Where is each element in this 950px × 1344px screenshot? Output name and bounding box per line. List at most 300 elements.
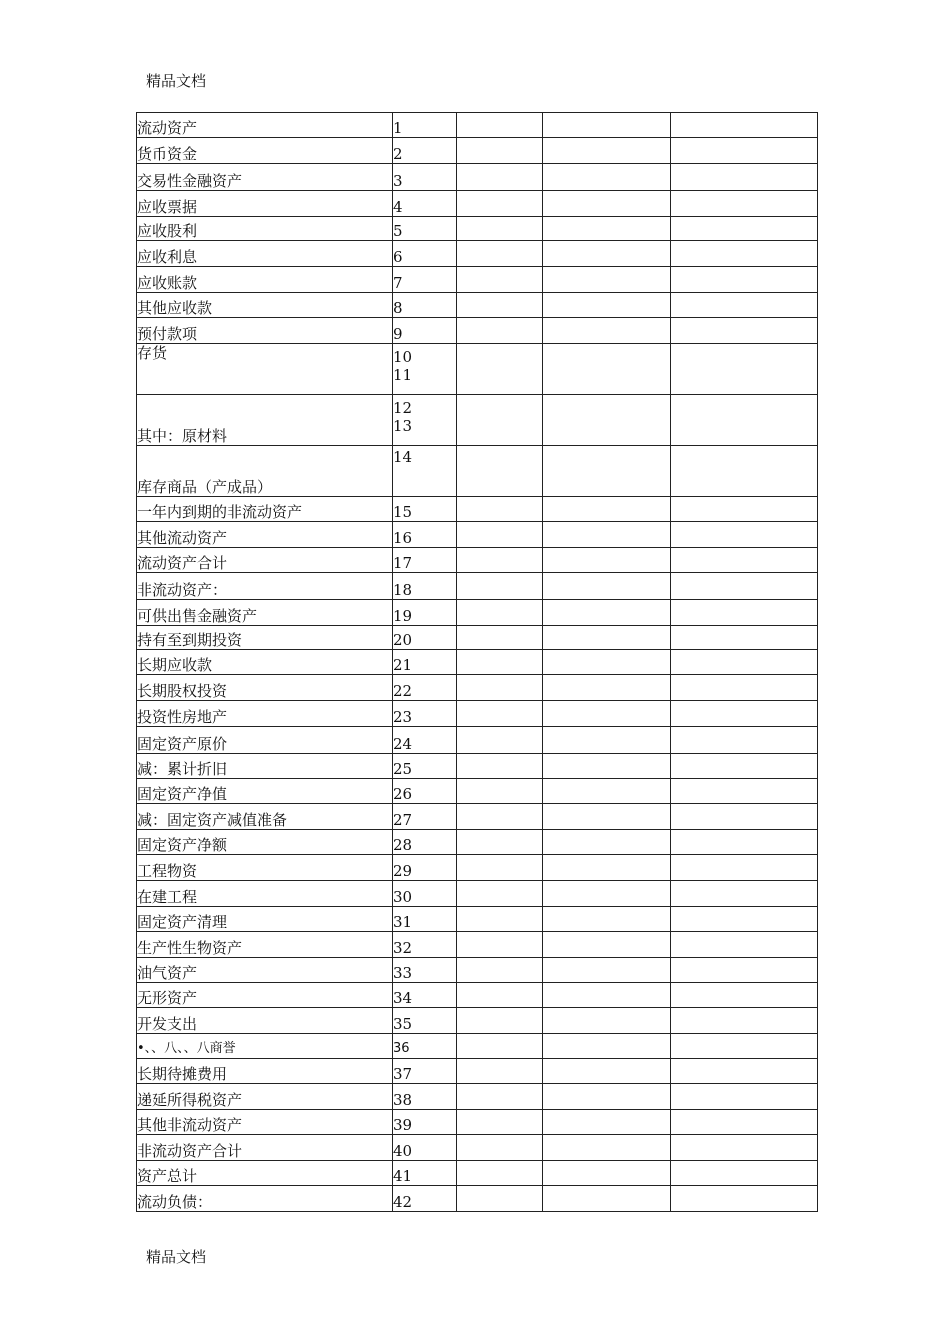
value-cell — [457, 804, 543, 830]
table-row — [137, 548, 818, 573]
row-number-cell — [393, 522, 457, 548]
value-cell — [543, 958, 671, 983]
row-label-cell — [137, 804, 393, 830]
value-cell — [543, 1008, 671, 1034]
row-label: 非流动资产合计 — [137, 1142, 243, 1160]
value-cell — [543, 217, 671, 241]
row-number: 9 — [393, 325, 403, 343]
table-row — [137, 1135, 818, 1161]
row-number: 16 — [393, 529, 413, 547]
row-label-cell — [137, 138, 393, 164]
value-cell — [671, 907, 818, 932]
row-label-cell — [137, 1135, 393, 1161]
row-label: 在建工程 — [137, 888, 198, 906]
row-label: 其中：原材料 — [137, 427, 228, 445]
row-label: 存货 — [137, 344, 168, 362]
value-cell — [671, 573, 818, 600]
row-number: 10 — [393, 348, 413, 366]
row-label: 可供出售金融资产 — [137, 607, 258, 625]
value-cell — [457, 779, 543, 804]
value-cell — [671, 754, 818, 779]
row-number-cell — [393, 164, 457, 191]
value-cell — [671, 600, 818, 626]
value-cell — [457, 650, 543, 675]
value-cell — [671, 548, 818, 573]
row-number: 26 — [393, 785, 413, 803]
value-cell — [457, 983, 543, 1008]
value-cell — [457, 907, 543, 932]
row-label-cell — [137, 164, 393, 191]
row-label: 工程物资 — [137, 862, 198, 880]
value-cell — [543, 855, 671, 881]
value-cell — [543, 267, 671, 293]
value-cell — [457, 701, 543, 727]
table-row — [137, 855, 818, 881]
table-row — [137, 573, 818, 600]
row-label-cell — [137, 600, 393, 626]
row-label-cell — [137, 983, 393, 1008]
row-number-cell — [393, 983, 457, 1008]
value-cell — [543, 881, 671, 907]
table-row — [137, 1161, 818, 1186]
row-number: 4 — [393, 198, 403, 216]
row-label: 交易性金融资产 — [137, 172, 243, 190]
table-row — [137, 675, 818, 701]
row-label-cell — [137, 1084, 393, 1110]
row-label: 投资性房地产 — [137, 708, 228, 726]
value-cell — [671, 293, 818, 318]
value-cell — [543, 522, 671, 548]
row-label-cell — [137, 318, 393, 344]
row-number-cell — [393, 573, 457, 600]
value-cell — [671, 1059, 818, 1084]
table-row — [137, 804, 818, 830]
row-label-cell — [137, 497, 393, 522]
value-cell — [457, 573, 543, 600]
value-cell — [457, 932, 543, 958]
value-cell — [543, 600, 671, 626]
value-cell — [671, 830, 818, 855]
row-number: 14 — [393, 448, 413, 466]
row-number: 33 — [393, 964, 413, 982]
table-row — [137, 217, 818, 241]
row-label-cell — [137, 113, 393, 138]
row-number-cell — [393, 650, 457, 675]
value-cell — [457, 113, 543, 138]
row-number: 41 — [393, 1167, 413, 1185]
row-label-cell — [137, 1186, 393, 1212]
value-cell — [671, 855, 818, 881]
row-number: 30 — [393, 888, 413, 906]
row-label-cell — [137, 446, 393, 497]
row-label: 流动资产合计 — [137, 554, 228, 572]
row-label: 持有至到期投资 — [137, 631, 243, 649]
row-number-cell — [393, 1034, 457, 1059]
table-row — [137, 113, 818, 138]
value-cell — [543, 907, 671, 932]
row-label: 应收股利 — [137, 222, 198, 240]
value-cell — [671, 958, 818, 983]
value-cell — [457, 267, 543, 293]
row-number-cell — [393, 1059, 457, 1084]
value-cell — [543, 932, 671, 958]
value-cell — [457, 318, 543, 344]
row-number-cell — [393, 626, 457, 650]
row-number: 12 — [393, 399, 413, 417]
value-cell — [671, 804, 818, 830]
row-number: 6 — [393, 248, 403, 266]
row-number: 29 — [393, 862, 413, 880]
row-label-cell — [137, 191, 393, 217]
value-cell — [457, 958, 543, 983]
value-cell — [671, 164, 818, 191]
row-label: 生产性生物资产 — [137, 939, 243, 957]
value-cell — [543, 983, 671, 1008]
row-number-cell — [393, 318, 457, 344]
row-number: 23 — [393, 708, 413, 726]
row-label: 减：累计折旧 — [137, 760, 228, 778]
value-cell — [457, 855, 543, 881]
row-number-cell — [393, 548, 457, 573]
row-number-cell — [393, 804, 457, 830]
value-cell — [457, 217, 543, 241]
value-cell — [671, 779, 818, 804]
row-number-cell — [393, 138, 457, 164]
row-number: 18 — [393, 581, 413, 599]
row-label: 长期股权投资 — [137, 682, 228, 700]
row-number-cell — [393, 497, 457, 522]
row-number-cell — [393, 830, 457, 855]
value-cell — [457, 497, 543, 522]
value-cell — [671, 446, 818, 497]
row-number: 32 — [393, 939, 413, 957]
row-number-cell — [393, 191, 457, 217]
table-row — [137, 1008, 818, 1034]
table-row — [137, 701, 818, 727]
row-label-cell — [137, 522, 393, 548]
row-number-cell — [393, 855, 457, 881]
row-number-cell — [393, 881, 457, 907]
value-cell — [671, 344, 818, 395]
value-cell — [543, 548, 671, 573]
row-number: 5 — [393, 222, 403, 240]
row-number-cell — [393, 754, 457, 779]
row-number: 2 — [393, 145, 403, 163]
value-cell — [457, 1161, 543, 1186]
value-cell — [457, 241, 543, 267]
row-label: 其他应收款 — [137, 299, 213, 317]
row-number: 34 — [393, 989, 413, 1007]
value-cell — [543, 1186, 671, 1212]
value-cell — [671, 1161, 818, 1186]
table-row — [137, 600, 818, 626]
row-label-cell — [137, 626, 393, 650]
row-label-cell — [137, 217, 393, 241]
row-number-cell — [393, 344, 457, 395]
value-cell — [543, 1110, 671, 1135]
table-row — [137, 138, 818, 164]
value-cell — [543, 1084, 671, 1110]
value-cell — [671, 1008, 818, 1034]
value-cell — [457, 1034, 543, 1059]
table-row — [137, 318, 818, 344]
row-label: 库存商品（产成品） — [137, 478, 273, 496]
table-row — [137, 932, 818, 958]
watermark-header: 精品文档 — [146, 72, 207, 90]
value-cell — [671, 395, 818, 446]
value-cell — [671, 932, 818, 958]
value-cell — [543, 164, 671, 191]
row-label: 其他流动资产 — [137, 529, 228, 547]
row-label-cell — [137, 830, 393, 855]
row-label-cell — [137, 675, 393, 701]
value-cell — [671, 650, 818, 675]
value-cell — [671, 1135, 818, 1161]
row-label-cell — [137, 754, 393, 779]
value-cell — [543, 626, 671, 650]
row-number-cell — [393, 217, 457, 241]
row-label-cell — [137, 727, 393, 754]
row-label-cell — [137, 1008, 393, 1034]
row-number: 35 — [393, 1015, 413, 1033]
value-cell — [457, 626, 543, 650]
value-cell — [543, 1034, 671, 1059]
value-cell — [543, 497, 671, 522]
value-cell — [543, 573, 671, 600]
row-number-cell — [393, 1110, 457, 1135]
row-number: 1 — [393, 119, 403, 137]
value-cell — [457, 548, 543, 573]
row-number: 21 — [393, 656, 413, 674]
value-cell — [457, 600, 543, 626]
row-label-cell — [137, 779, 393, 804]
row-number-cell — [393, 727, 457, 754]
row-label: 应收利息 — [137, 248, 198, 266]
watermark-footer: 精品文档 — [146, 1248, 207, 1266]
value-cell — [543, 1135, 671, 1161]
value-cell — [543, 138, 671, 164]
row-label: 无形资产 — [137, 989, 198, 1007]
table-row — [137, 830, 818, 855]
value-cell — [457, 754, 543, 779]
row-label: 一年内到期的非流动资产 — [137, 503, 303, 521]
row-number: 42 — [393, 1193, 413, 1211]
value-cell — [543, 241, 671, 267]
row-number-cell — [393, 779, 457, 804]
table-row — [137, 497, 818, 522]
row-label-cell — [137, 1161, 393, 1186]
row-number: 27 — [393, 811, 413, 829]
value-cell — [543, 446, 671, 497]
table-row — [137, 241, 818, 267]
row-label-cell — [137, 1110, 393, 1135]
value-cell — [543, 701, 671, 727]
value-cell — [457, 164, 543, 191]
table-row — [137, 344, 818, 395]
row-number: 3 — [393, 172, 403, 190]
row-number-cell — [393, 1135, 457, 1161]
row-number: 40 — [393, 1142, 413, 1160]
table-row — [137, 522, 818, 548]
row-number-cell — [393, 600, 457, 626]
table-row — [137, 754, 818, 779]
row-label: 其他非流动资产 — [137, 1116, 243, 1134]
row-label: 递延所得税资产 — [137, 1091, 243, 1109]
table-row — [137, 191, 818, 217]
value-cell — [543, 395, 671, 446]
value-cell — [457, 727, 543, 754]
value-cell — [543, 1059, 671, 1084]
value-cell — [457, 344, 543, 395]
balance-sheet-table — [136, 112, 818, 1212]
value-cell — [671, 318, 818, 344]
row-number-cell — [393, 907, 457, 932]
row-number-cell — [393, 395, 457, 446]
row-number-cell — [393, 1084, 457, 1110]
table-row — [137, 779, 818, 804]
value-cell — [457, 395, 543, 446]
value-cell — [671, 1084, 818, 1110]
table-row — [137, 1059, 818, 1084]
value-cell — [543, 191, 671, 217]
value-cell — [543, 779, 671, 804]
value-cell — [543, 804, 671, 830]
value-cell — [457, 293, 543, 318]
row-number: 15 — [393, 503, 413, 521]
table-row — [137, 1034, 818, 1059]
value-cell — [457, 1186, 543, 1212]
value-cell — [543, 675, 671, 701]
row-label: 流动负债： — [137, 1193, 213, 1211]
value-cell — [671, 241, 818, 267]
row-number: 20 — [393, 631, 413, 649]
value-cell — [671, 191, 818, 217]
row-number: 38 — [393, 1091, 413, 1109]
value-cell — [671, 983, 818, 1008]
table-row — [137, 650, 818, 675]
row-number: 31 — [393, 913, 413, 931]
value-cell — [457, 1059, 543, 1084]
value-cell — [457, 675, 543, 701]
row-label: 资产总计 — [137, 1167, 198, 1185]
row-number: 36 — [393, 1041, 410, 1056]
row-number-cell — [393, 958, 457, 983]
row-label: 固定资产原价 — [137, 735, 228, 753]
value-cell — [671, 1110, 818, 1135]
row-number-cell — [393, 932, 457, 958]
value-cell — [457, 1110, 543, 1135]
row-number-secondary: 13 — [393, 417, 413, 435]
row-label: 长期待摊费用 — [137, 1065, 228, 1083]
row-number-cell — [393, 267, 457, 293]
row-label: 非流动资产： — [137, 581, 228, 599]
row-number: 39 — [393, 1116, 413, 1134]
row-number: 7 — [393, 274, 403, 292]
row-label-cell — [137, 855, 393, 881]
value-cell — [671, 701, 818, 727]
row-number-secondary: 11 — [393, 366, 413, 384]
value-cell — [543, 113, 671, 138]
table-row — [137, 267, 818, 293]
value-cell — [671, 675, 818, 701]
value-cell — [457, 138, 543, 164]
row-number: 28 — [393, 836, 413, 854]
row-label-cell — [137, 907, 393, 932]
row-number-cell — [393, 675, 457, 701]
table-row — [137, 983, 818, 1008]
row-number-cell — [393, 241, 457, 267]
row-label: 固定资产净值 — [137, 785, 228, 803]
row-number: 8 — [393, 299, 403, 317]
row-label: •、、八、、八商誉 — [137, 1041, 236, 1056]
row-number: 25 — [393, 760, 413, 778]
row-number: 17 — [393, 554, 413, 572]
value-cell — [671, 138, 818, 164]
row-label-cell — [137, 548, 393, 573]
value-cell — [543, 318, 671, 344]
row-label: 流动资产 — [137, 119, 198, 137]
value-cell — [457, 1084, 543, 1110]
row-label-cell — [137, 395, 393, 446]
value-cell — [543, 650, 671, 675]
table-row — [137, 626, 818, 650]
value-cell — [543, 293, 671, 318]
value-cell — [543, 727, 671, 754]
value-cell — [671, 881, 818, 907]
row-label-cell — [137, 932, 393, 958]
row-label: 长期应收款 — [137, 656, 213, 674]
row-number: 19 — [393, 607, 413, 625]
value-cell — [457, 522, 543, 548]
value-cell — [457, 830, 543, 855]
row-label-cell — [137, 650, 393, 675]
row-number-cell — [393, 1161, 457, 1186]
value-cell — [671, 267, 818, 293]
value-cell — [671, 522, 818, 548]
row-label-cell — [137, 1059, 393, 1084]
value-cell — [671, 1034, 818, 1059]
table-row — [137, 164, 818, 191]
row-number-cell — [393, 293, 457, 318]
row-label: 固定资产清理 — [137, 913, 228, 931]
row-label: 应收票据 — [137, 198, 198, 216]
row-label-cell — [137, 958, 393, 983]
row-label-cell — [137, 701, 393, 727]
value-cell — [671, 1186, 818, 1212]
row-label-cell — [137, 881, 393, 907]
table-row — [137, 958, 818, 983]
value-cell — [457, 191, 543, 217]
row-label: 应收账款 — [137, 274, 198, 292]
row-number: 37 — [393, 1065, 413, 1083]
row-label: 减：固定资产减值准备 — [137, 811, 288, 829]
table-row — [137, 1084, 818, 1110]
row-label-cell — [137, 344, 393, 395]
table-row — [137, 293, 818, 318]
table-row — [137, 395, 818, 446]
row-label: 固定资产净额 — [137, 836, 228, 854]
value-cell — [457, 446, 543, 497]
row-number-cell — [393, 701, 457, 727]
row-label: 开发支出 — [137, 1015, 198, 1033]
row-label: 货币资金 — [137, 145, 198, 163]
value-cell — [457, 1008, 543, 1034]
value-cell — [671, 113, 818, 138]
value-cell — [543, 344, 671, 395]
row-number: 22 — [393, 682, 413, 700]
value-cell — [457, 881, 543, 907]
value-cell — [543, 830, 671, 855]
